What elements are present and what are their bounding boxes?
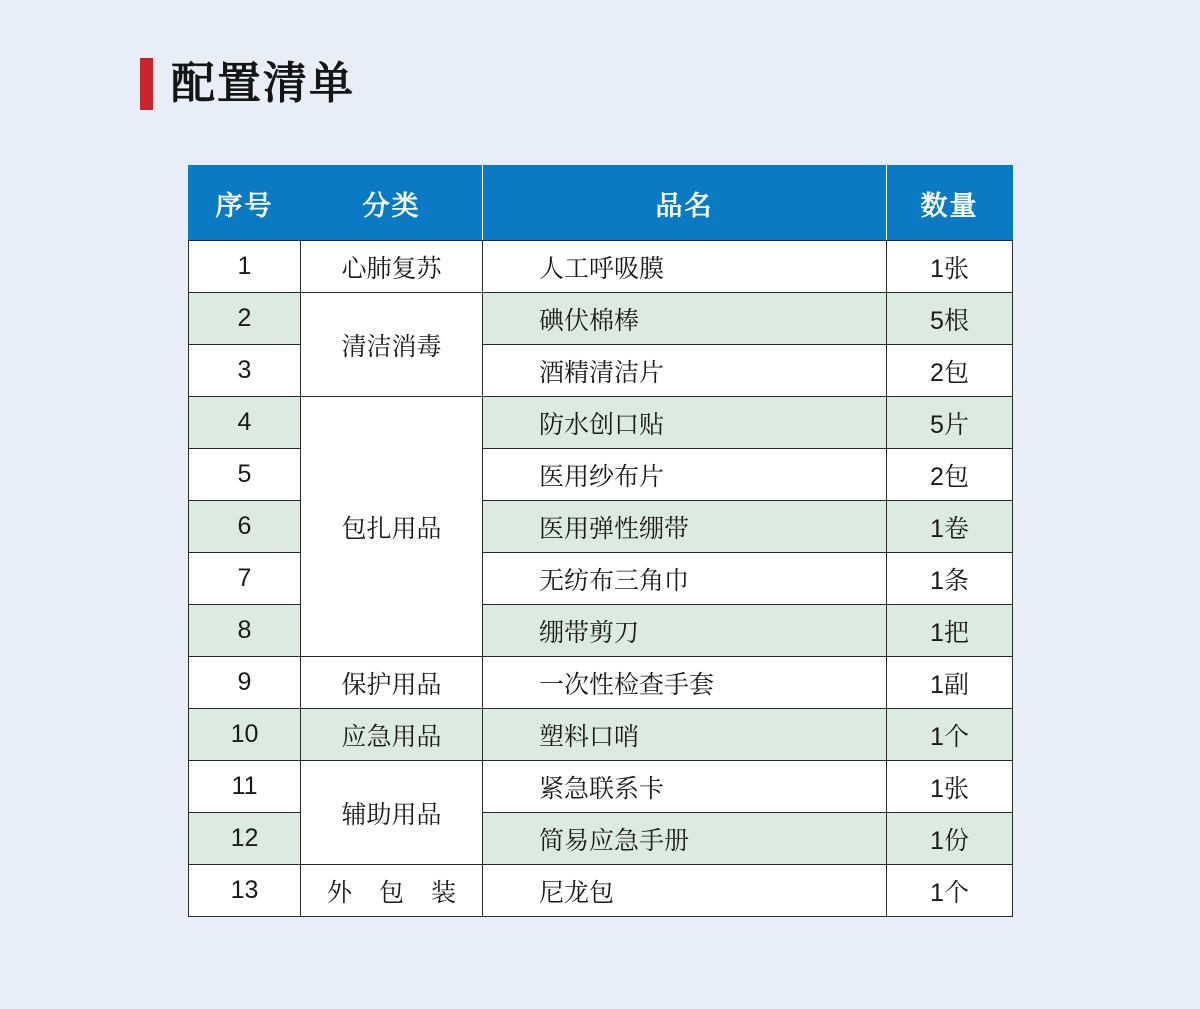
config-list-table-wrapper <box>188 165 1012 917</box>
column-header-product: 品名 <box>483 166 887 241</box>
title-accent-bar <box>140 58 153 110</box>
cell-index: 11 <box>189 761 301 813</box>
cell-index: 1 <box>189 241 301 293</box>
cell-category: 外 包 装 <box>301 865 483 917</box>
cell-index: 2 <box>189 293 301 345</box>
page-header <box>0 0 1200 110</box>
cell-product-name: 人工呼吸膜 <box>483 241 887 293</box>
cell-quantity: 1副 <box>887 657 1013 709</box>
cell-index: 5 <box>189 449 301 501</box>
config-list-table <box>188 165 1013 917</box>
cell-index: 7 <box>189 553 301 605</box>
cell-quantity: 1把 <box>887 605 1013 657</box>
cell-product-name: 简易应急手册 <box>483 813 887 865</box>
cell-quantity: 5根 <box>887 293 1013 345</box>
table-row <box>189 241 1013 293</box>
table-row <box>189 657 1013 709</box>
cell-quantity: 1份 <box>887 813 1013 865</box>
page-title: 配置清单 <box>171 59 355 108</box>
cell-product-name: 防水创口贴 <box>483 397 887 449</box>
cell-index: 13 <box>189 865 301 917</box>
cell-quantity: 1卷 <box>887 501 1013 553</box>
cell-category: 清洁消毒 <box>301 293 483 397</box>
cell-product-name: 一次性检查手套 <box>483 657 887 709</box>
cell-product-name: 酒精清洁片 <box>483 345 887 397</box>
cell-product-name: 尼龙包 <box>483 865 887 917</box>
cell-quantity: 1个 <box>887 709 1013 761</box>
cell-quantity: 1张 <box>887 761 1013 813</box>
table-body <box>189 241 1013 917</box>
cell-index: 8 <box>189 605 301 657</box>
cell-product-name: 医用纱布片 <box>483 449 887 501</box>
column-header-index: 序号 <box>189 166 301 241</box>
cell-category: 心肺复苏 <box>301 241 483 293</box>
cell-quantity: 1条 <box>887 553 1013 605</box>
table-row <box>189 761 1013 813</box>
table-row <box>189 709 1013 761</box>
cell-category: 包扎用品 <box>301 397 483 657</box>
cell-index: 3 <box>189 345 301 397</box>
cell-quantity: 1张 <box>887 241 1013 293</box>
cell-product-name: 碘伏棉棒 <box>483 293 887 345</box>
cell-index: 9 <box>189 657 301 709</box>
cell-product-name: 无纺布三角巾 <box>483 553 887 605</box>
cell-index: 6 <box>189 501 301 553</box>
table-header <box>189 166 1013 241</box>
table-row <box>189 865 1013 917</box>
cell-index: 4 <box>189 397 301 449</box>
column-header-quantity: 数量 <box>887 166 1013 241</box>
column-header-category: 分类 <box>301 166 483 241</box>
cell-product-name: 医用弹性绷带 <box>483 501 887 553</box>
cell-index: 10 <box>189 709 301 761</box>
cell-category: 保护用品 <box>301 657 483 709</box>
table-row <box>189 397 1013 449</box>
cell-product-name: 紧急联系卡 <box>483 761 887 813</box>
cell-index: 12 <box>189 813 301 865</box>
cell-product-name: 塑料口哨 <box>483 709 887 761</box>
cell-quantity: 2包 <box>887 345 1013 397</box>
cell-quantity: 1个 <box>887 865 1013 917</box>
cell-category: 辅助用品 <box>301 761 483 865</box>
cell-quantity: 5片 <box>887 397 1013 449</box>
cell-quantity: 2包 <box>887 449 1013 501</box>
cell-product-name: 绷带剪刀 <box>483 605 887 657</box>
table-header-row <box>189 166 1013 241</box>
table-row <box>189 293 1013 345</box>
cell-category: 应急用品 <box>301 709 483 761</box>
